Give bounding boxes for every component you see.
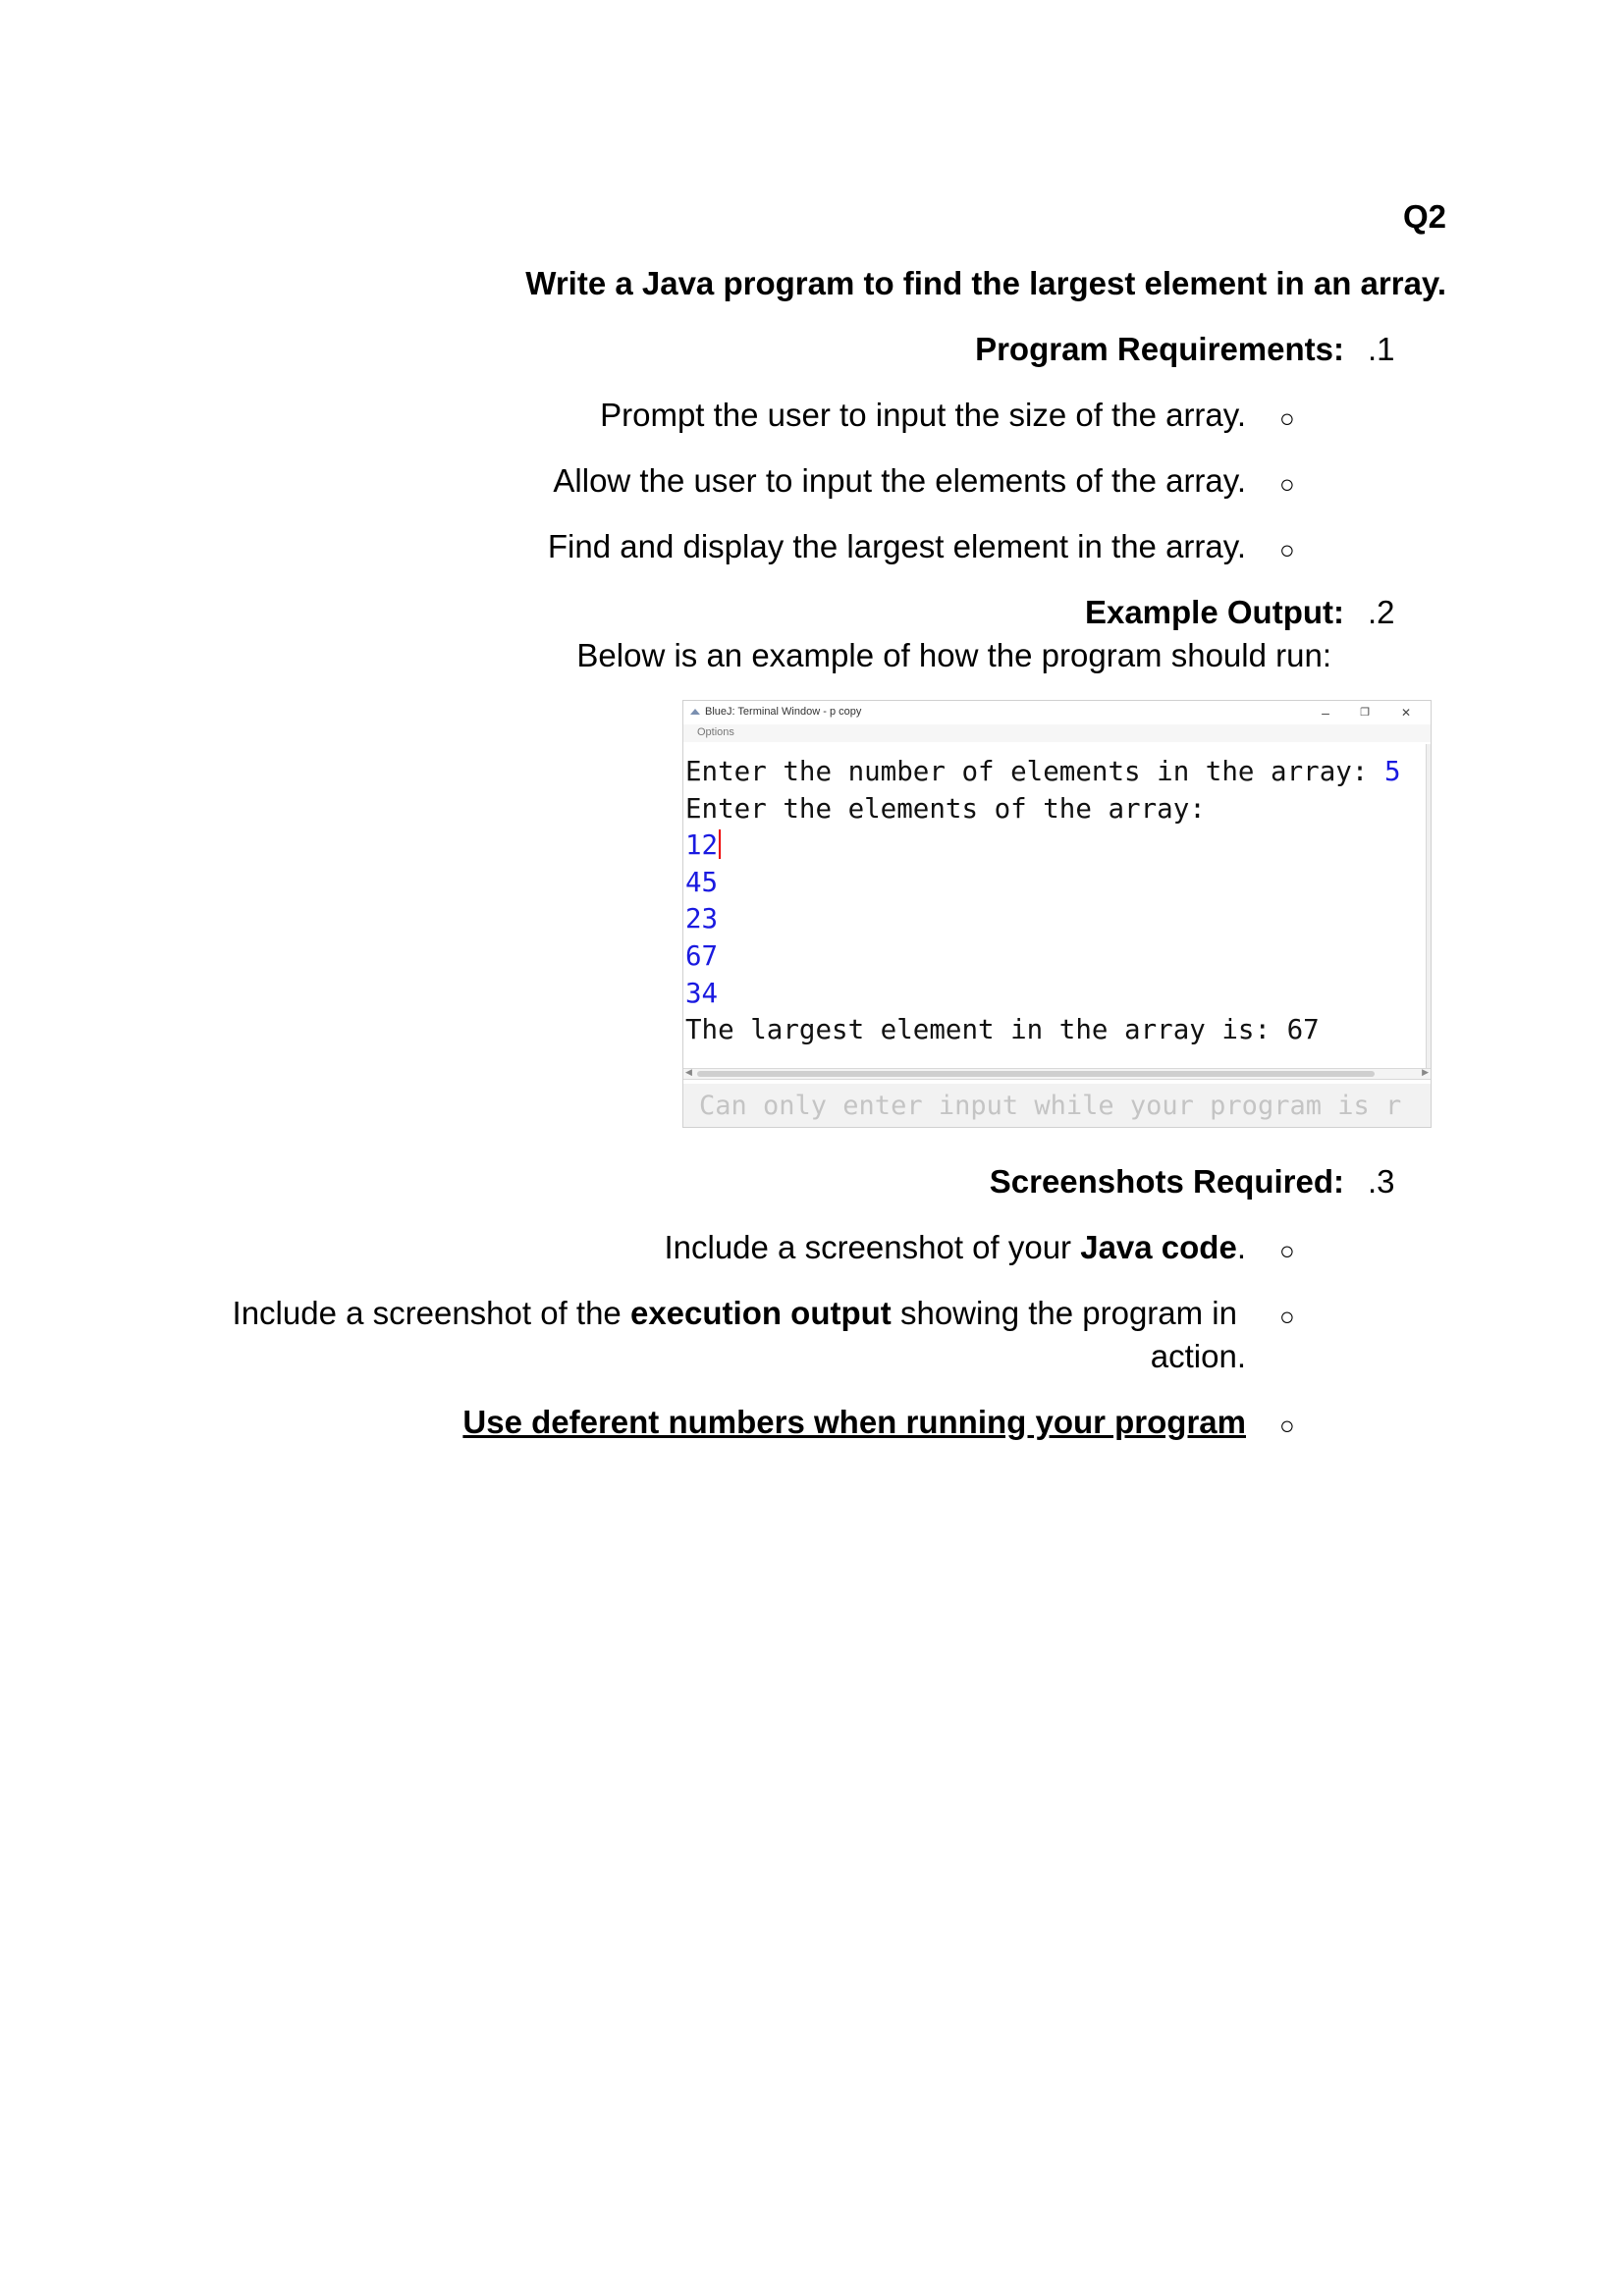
input-placeholder: Can only enter input while your program is r (699, 1091, 1402, 1121)
question-number: Q2 (1402, 198, 1446, 235)
terminal-line (685, 1012, 1420, 1049)
horizontal-scrollbar[interactable] (683, 1068, 1431, 1080)
bluej-icon (689, 707, 701, 717)
user-input-element: 67 (685, 939, 719, 972)
section-1-heading: Program Requirements: (975, 331, 1344, 367)
terminal-input-field[interactable] (683, 1084, 1431, 1128)
prompt-size: Enter the number of elements in the array: (685, 756, 1384, 787)
terminal-title: BlueJ: Terminal Window - p copy (705, 706, 862, 718)
bullet-circle: ○ (1279, 1411, 1295, 1440)
requirement-item: Find and display the largest element in the array. (547, 528, 1246, 564)
close-button[interactable]: ✕ (1400, 706, 1412, 720)
section-1-number: .1 (1368, 331, 1395, 367)
bullet-circle: ○ (1279, 1236, 1295, 1265)
screenshot-item-output: Include a screenshot of the execution output showing the program in (232, 1295, 1237, 1331)
terminal-line (685, 901, 1420, 938)
user-input-element: 12 (685, 829, 719, 862)
scroll-right-icon[interactable]: ▶ (1422, 1067, 1429, 1077)
requirement-item: Prompt the user to input the size of the array. (600, 397, 1246, 433)
terminal-line (685, 976, 1420, 1013)
screenshot-item-output-continued: action. (1150, 1338, 1246, 1374)
terminal-line (685, 828, 1420, 865)
terminal-line (685, 791, 1420, 828)
scrollbar-thumb[interactable] (697, 1071, 1375, 1077)
scroll-left-icon[interactable]: ◀ (685, 1067, 692, 1077)
prompt-elements: Enter the elements of the array: (685, 792, 1206, 825)
maximize-button[interactable]: ❐ (1360, 707, 1370, 719)
requirement-item: Allow the user to input the elements of the array. (553, 462, 1246, 499)
user-input-element: 34 (685, 977, 719, 1009)
bullet-circle: ○ (1279, 403, 1295, 433)
bullet-circle: ○ (1279, 1302, 1295, 1331)
section-3-heading: Screenshots Required: (989, 1163, 1344, 1200)
terminal-line (685, 754, 1420, 791)
section-3-number: .3 (1368, 1163, 1395, 1200)
bullet-circle: ○ (1279, 469, 1295, 499)
terminal-window-screenshot (682, 700, 1432, 1128)
terminal-line (685, 938, 1420, 976)
text-caret (719, 829, 721, 859)
minimize-button[interactable]: – (1322, 705, 1329, 721)
bullet-circle: ○ (1279, 535, 1295, 564)
terminal-output (685, 754, 1420, 1049)
terminal-line (685, 865, 1420, 902)
terminal-menubar (683, 724, 1431, 742)
section-2-number: .2 (1368, 594, 1395, 630)
question-title: Write a Java program to find the largest element in an array. (525, 265, 1446, 301)
options-menu[interactable]: Options (697, 726, 734, 738)
different-numbers-note: Use deferent numbers when running your program (462, 1404, 1246, 1440)
example-intro: Below is an example of how the program should run: (576, 637, 1331, 673)
section-2-heading: Example Output: (1084, 594, 1344, 630)
user-input-element: 45 (685, 866, 719, 898)
vertical-scrollbar[interactable] (1426, 744, 1431, 1078)
result-line: The largest element in the array is: 67 (685, 1014, 1320, 1046)
user-input-element: 23 (685, 903, 719, 935)
terminal-titlebar (683, 701, 1431, 724)
user-input-size: 5 (1383, 756, 1401, 787)
screenshot-item-code: Include a screenshot of your Java code. (664, 1229, 1246, 1265)
